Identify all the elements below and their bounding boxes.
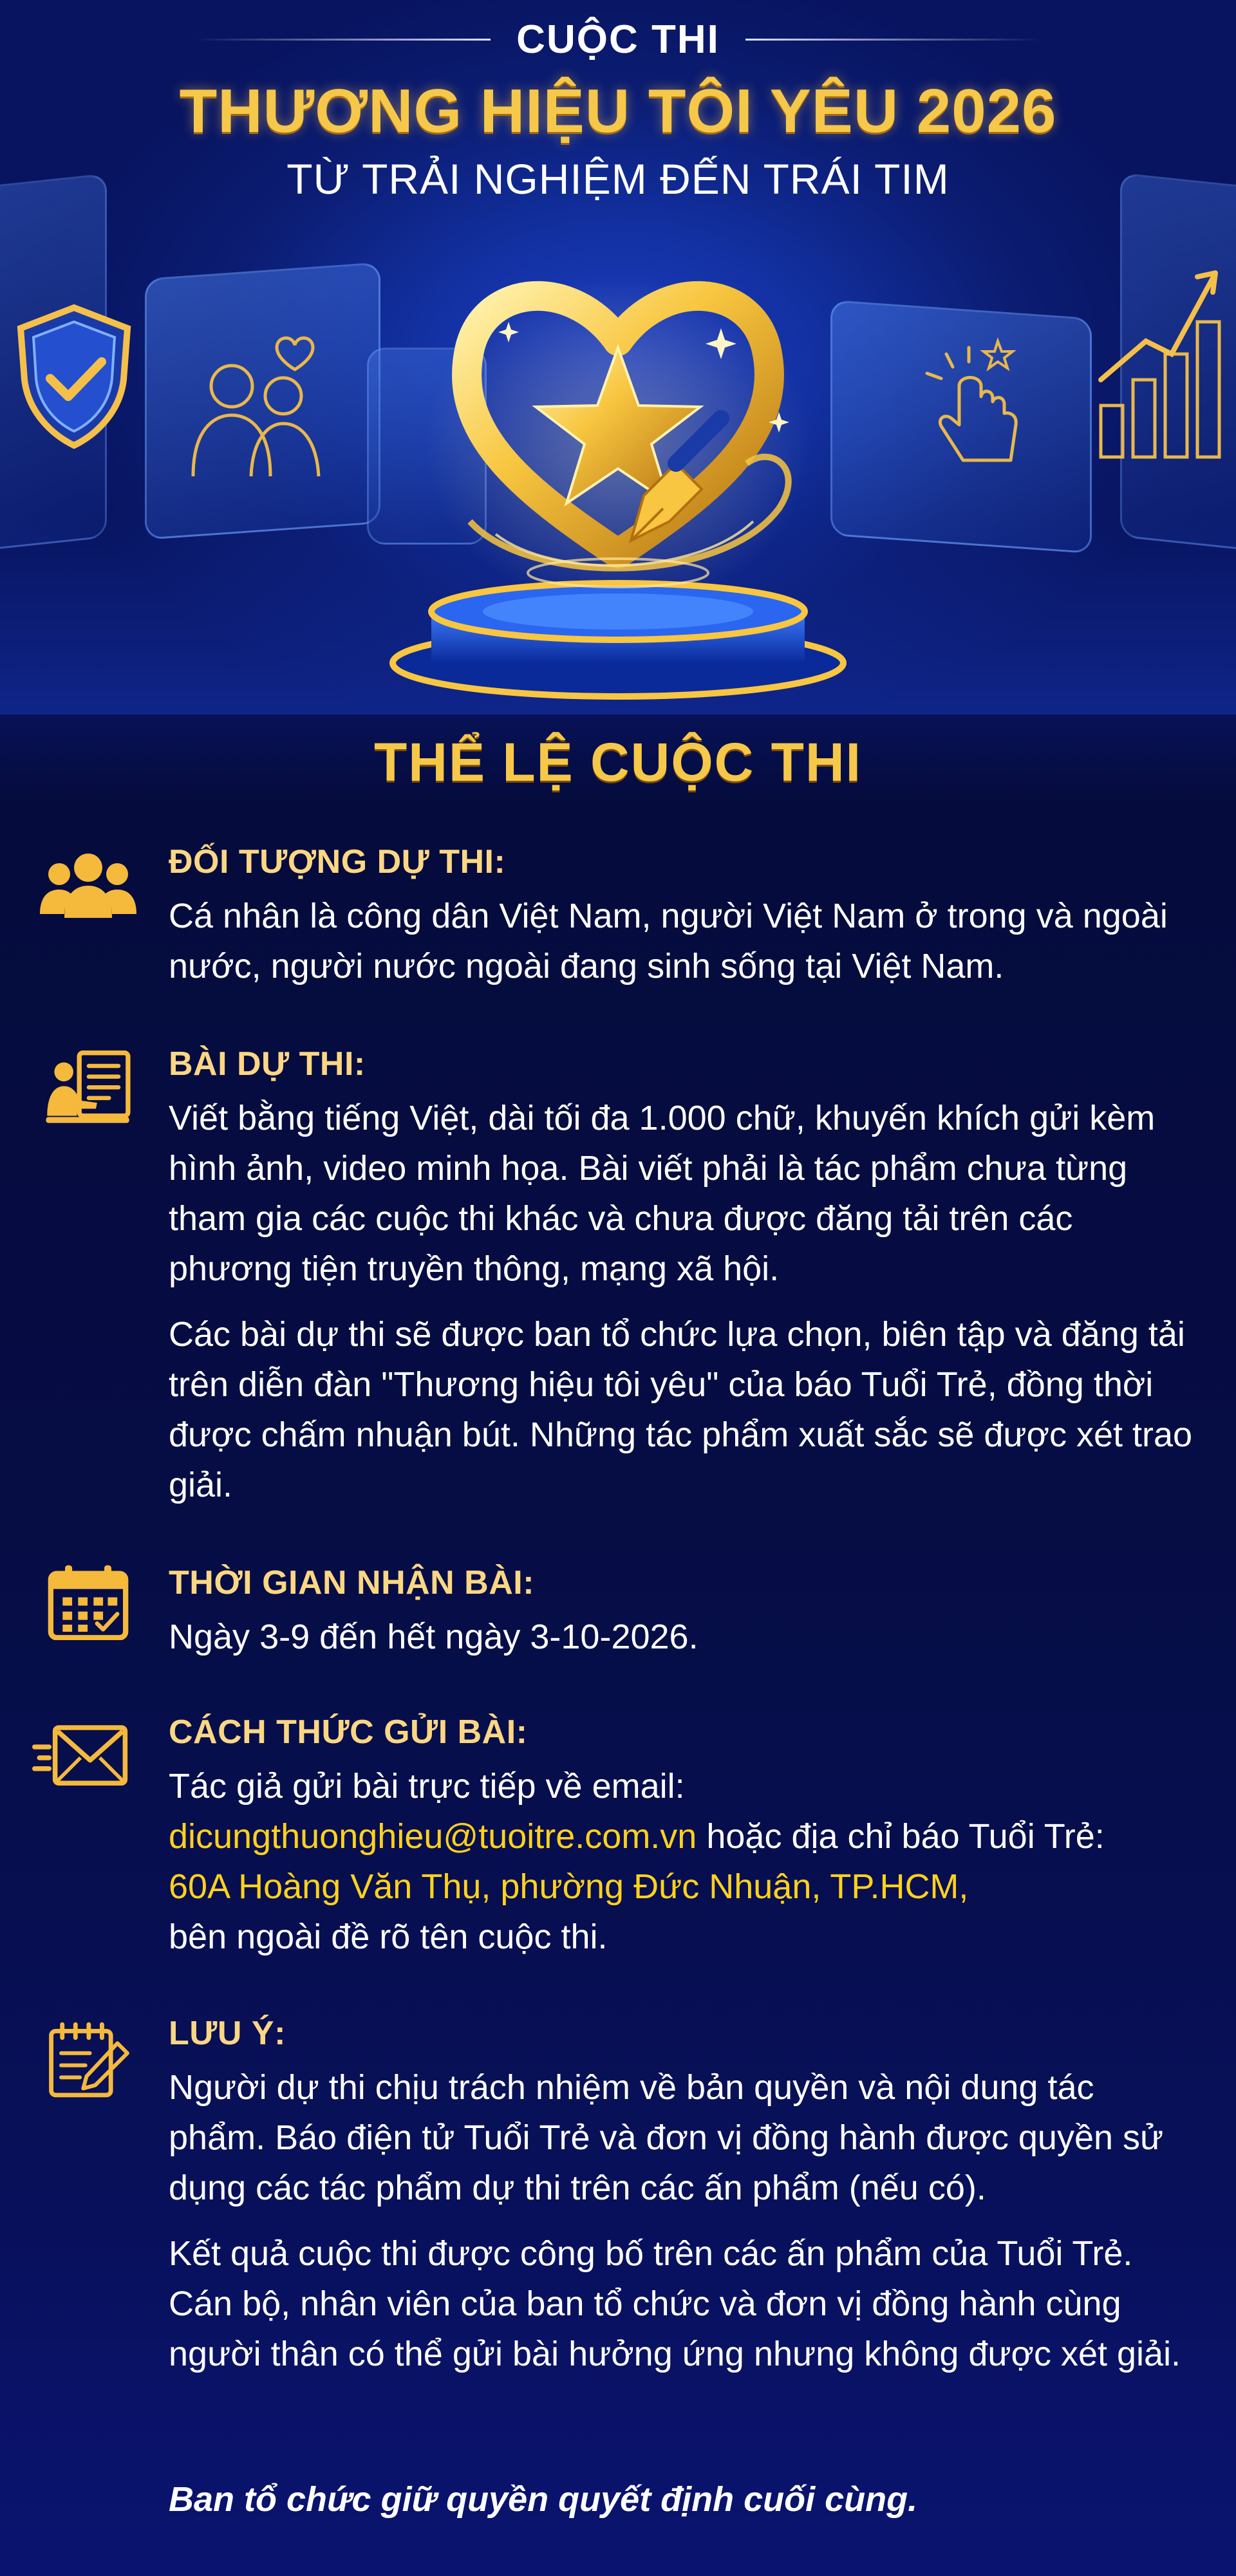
kicker-line-right — [745, 39, 1042, 41]
section-paragraph: Các bài dự thi sẽ được ban tổ chức lựa chọn, biên tập và đăng tải trên diễn đàn "Thương hiệu tôi yêu" của báo Tuổi Trẻ, đồng thời được chấm nhuận bút. Những tác phẩm xuất sắc sẽ được xét trao giải. — [169, 1315, 1193, 1504]
contest-title: THƯƠNG HIỆU TÔI YÊU 2026 — [179, 77, 1057, 145]
shield-check-icon — [13, 303, 135, 451]
kicker-text: CUỘC THI — [516, 17, 720, 62]
submission-line-2 — [169, 1811, 1199, 1862]
hero-banner — [0, 0, 1236, 714]
section-deadline-body — [169, 1563, 1199, 1662]
section-paragraph: Kết quả cuộc thi được công bố trên các ấn phẩm của Tuổi Trẻ. Cán bộ, nhân viên của ban tổ chức và đơn vị đồng hành cùng người thân có thể gửi bài hưởng ứng nhưng không được xét giải. — [169, 2234, 1181, 2373]
submission-line-1: Tác giả gửi bài trực tiếp về email: — [169, 1767, 685, 1806]
mailing-address: 60A Hoàng Văn Thụ, phường Đức Nhuận, TP.HCM, — [169, 1867, 969, 1906]
section-heading: THỜI GIAN NHẬN BÀI: — [169, 1564, 535, 1601]
email-link[interactable]: dicungthuonghieu@tuoitre.com.vn — [169, 1817, 697, 1856]
section-entry-body — [169, 1044, 1199, 1510]
submission-line-4: bên ngoài đề rõ tên cuộc thi. — [169, 1918, 608, 1956]
section-heading: BÀI DỰ THI: — [169, 1045, 366, 1083]
section-paragraph: Ngày 3-9 đến hết ngày 3-10-2026. — [169, 1618, 698, 1656]
calendar-icon — [40, 1563, 136, 1640]
submission-after-email: hoặc địa chỉ báo Tuổi Trẻ: — [697, 1817, 1105, 1856]
section-paragraph: Cá nhân là công dân Việt Nam, người Việt Nam ở trong và ngoài nước, người nước ngoài đang sinh sống tại Việt Nam. — [169, 897, 1168, 985]
section-paragraph: Người dự thi chịu trách nhiệm về bản quyền và nội dung tác phẩm. Báo điện tử Tuổi Trẻ và đơn vị đồng hành được quyền sử dụng các tác phẩm dự thi trên các ấn phẩm (nếu có). — [169, 2068, 1164, 2207]
section-submission-body — [169, 1712, 1199, 1962]
section-eligibility-body — [169, 842, 1199, 991]
contest-subtitle: TỪ TRẢI NGHIỆM ĐẾN TRÁI TIM — [286, 155, 950, 203]
kicker-line-left — [194, 39, 491, 41]
growth-chart-icon — [1094, 257, 1223, 463]
rules-title: THỂ LỆ CUỘC THI — [374, 732, 862, 792]
section-paragraph: Viết bằng tiếng Việt, dài tối đa 1.000 chữ, khuyến khích gửi kèm hình ảnh, video minh họa. Bài viết phải là tác phẩm chưa từng tham gia các cuộc thi khác và chưa được đăng tải trên các phương tiện truyền thông, mạng xã hội. — [169, 1099, 1156, 1288]
section-heading: LƯU Ý: — [169, 2015, 286, 2052]
notepad-pen-icon — [40, 2021, 136, 2098]
section-heading: CÁCH THỨC GỬI BÀI: — [169, 1713, 528, 1751]
people-group-icon — [40, 847, 136, 924]
hand-click-icon — [901, 328, 1043, 470]
hero-heading — [0, 0, 1236, 212]
couple-heart-icon — [174, 322, 341, 483]
closing-note: Ban tổ chức giữ quyền quyết định cuối cùng. — [169, 2480, 918, 2519]
section-heading: ĐỐI TƯỢNG DỰ THI: — [169, 843, 506, 881]
envelope-icon — [32, 1717, 129, 1795]
heart-star-trophy-icon — [360, 251, 876, 714]
section-notes-body — [169, 2013, 1199, 2379]
kicker-row — [0, 17, 1236, 62]
writer-document-icon — [40, 1050, 136, 1128]
